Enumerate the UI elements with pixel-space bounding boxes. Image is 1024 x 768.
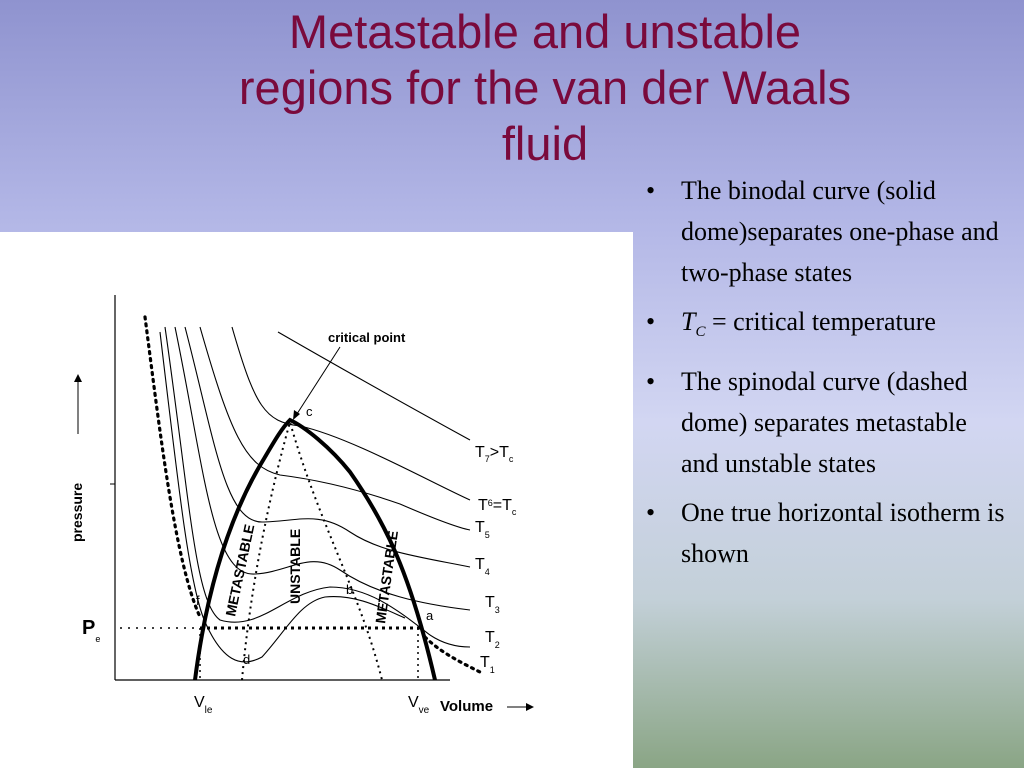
label-t4: $T_4$ (475, 556, 490, 577)
bullet-text: = critical temperature (705, 307, 936, 336)
bullet-item (640, 301, 1010, 353)
y-arrow-head (74, 374, 82, 382)
x-axis-label: Volume (440, 698, 494, 715)
bullet-text: One true horizontal isotherm is shown (681, 498, 1005, 569)
bullet-dot: • (646, 307, 656, 336)
critical-point-label: critical point (328, 330, 406, 345)
bullet-dot: • (646, 498, 656, 528)
metastable-left-label: METASTABLE (222, 522, 258, 618)
bullet-item (640, 492, 1010, 574)
title-line-3: fluid (501, 117, 589, 170)
y-axis-label: pressure (69, 482, 85, 542)
metastable-right-label: METASTABLE (372, 529, 401, 625)
point-d: d (243, 652, 251, 667)
vve-label: $V_{ve}$ (408, 694, 430, 716)
point-f: f (196, 593, 200, 608)
x-arrow-head (526, 703, 534, 711)
bullet-dot: • (646, 176, 656, 205)
tc-subscript: C (695, 324, 706, 341)
tc-symbol: T (681, 307, 696, 336)
label-t7: $T_7>T_c$ (475, 444, 514, 464)
point-b: b (346, 582, 354, 597)
bullet-text: The spinodal curve (dashed dome) separates metastable and unstable states (681, 367, 968, 479)
bullet-item (640, 361, 1010, 484)
point-a: a (426, 608, 434, 623)
bullet-list (640, 170, 1010, 582)
vle-label: $V_{le}$ (194, 694, 213, 716)
pe-label: $P_e$ (82, 617, 101, 644)
bullet-text: The binodal curve (solid dome)separates one-phase and two-phase states (681, 176, 999, 287)
isotherm-labels (475, 444, 517, 675)
binodal-curve (195, 420, 435, 680)
label-t2: $T_2$ (485, 629, 500, 650)
title-line-1: Metastable and unstable (288, 5, 802, 58)
slide-title (150, 4, 940, 172)
bullet-dot: • (646, 367, 656, 397)
label-t5: $T_5$ (475, 519, 490, 540)
phase-diagram (0, 232, 633, 768)
critical-point-pointer (295, 347, 340, 417)
title-line-2: regions for the van der Waals (238, 61, 852, 114)
bullet-item (640, 170, 1010, 293)
label-t3: $T_3$ (485, 594, 500, 615)
label-t6: $T^6=T_c$ (478, 497, 517, 517)
unstable-label: UNSTABLE (287, 528, 303, 604)
label-t1: $T_1$ (480, 654, 495, 675)
point-c: c (306, 404, 313, 419)
phase-diagram-panel (0, 232, 633, 768)
isotherm-t7 (278, 332, 470, 440)
